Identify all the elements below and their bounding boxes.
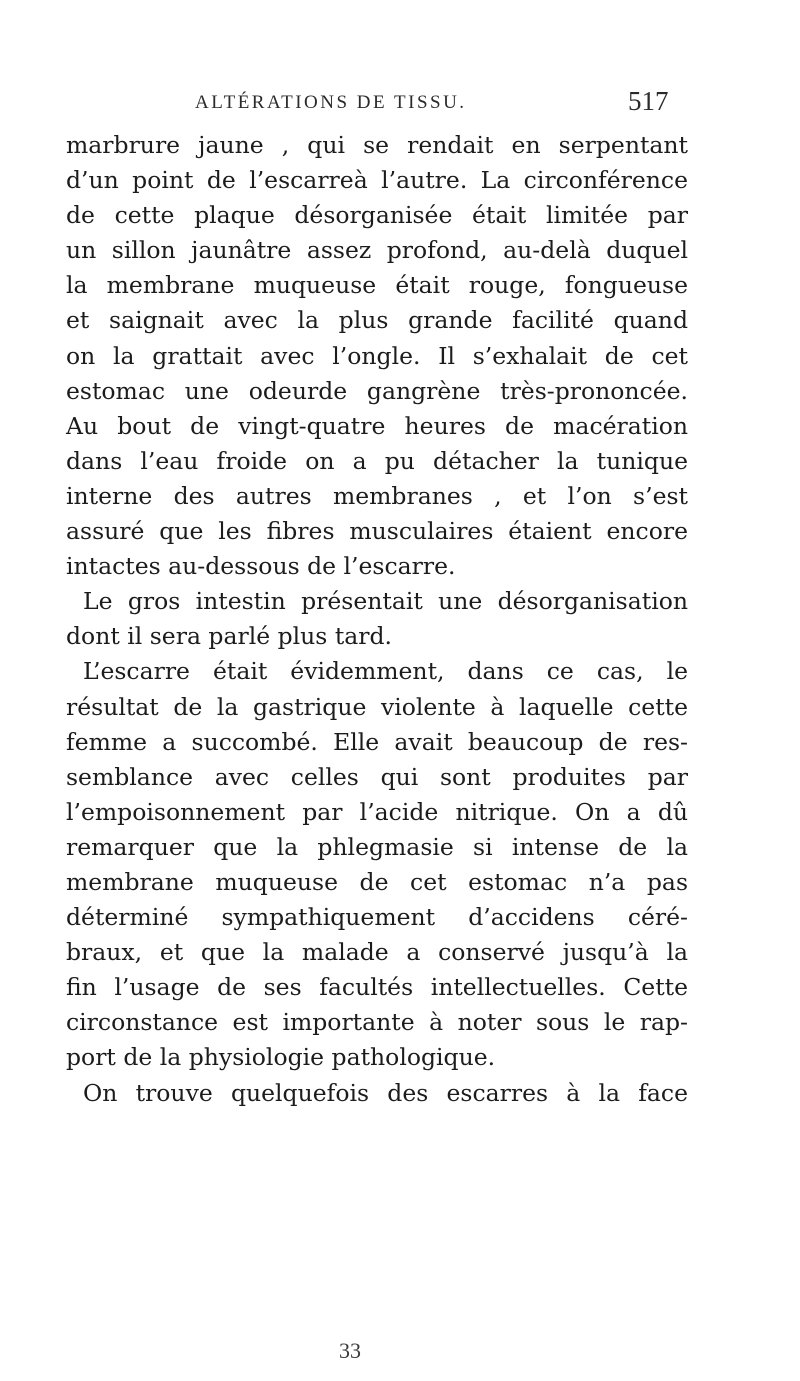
paragraph-start-line: Le gros intestin présentait une désorganisation <box>83 587 688 616</box>
body-text <box>66 128 688 1111</box>
text-line: de cette plaque désorganisée était limitée par <box>66 201 688 230</box>
text-line: intactes au-dessous de l’escarre. <box>66 552 456 581</box>
text-line: déterminé sympathiquement d’accidens céré- <box>66 903 688 932</box>
text-line: marbrure jaune , qui se rendait en serpentant <box>66 131 688 159</box>
text-line: Au bout de vingt-quatre heures de macération <box>66 411 688 440</box>
text-line: fin l’usage de ses facultés intellectuelles. Cette <box>66 973 688 1002</box>
text-line: l’empoisonnement par l’acide nitrique. On a dû <box>66 797 688 826</box>
text-line: assuré que les fibres musculaires étaient encore <box>66 517 688 546</box>
text-line: semblance avec celles qui sont produites par <box>66 762 688 791</box>
text-line: et saignait avec la plus grande facilité quand <box>66 306 688 335</box>
page-number: 517 <box>628 86 669 116</box>
paragraph-start-line: L’escarre était évidemment, dans ce cas, le <box>83 657 688 686</box>
text-line: un sillon jaunâtre assez profond, au-delà duquel <box>66 236 688 265</box>
paragraph-start-line: On trouve quelquefois des escarres à la face <box>83 1078 688 1107</box>
text-line: remarquer que la phlegmasie si intense de la <box>66 832 688 861</box>
text-line: d’un point de l’escarreà l’autre. La circonférence <box>66 166 688 195</box>
text-line: dont il sera parlé plus tard. <box>66 622 393 651</box>
text-line: port de la physiologie pathologique. <box>66 1043 496 1072</box>
running-title: ALTÉRATIONS DE TISSU. <box>195 92 467 113</box>
text-line: résultat de la gastrique violente à laquelle cette <box>66 692 688 721</box>
running-head <box>0 86 800 122</box>
signature-mark: 33 <box>339 1338 361 1363</box>
text-line: circonstance est importante à noter sous le rap- <box>66 1008 688 1037</box>
text-line: membrane muqueuse de cet estomac n’a pas <box>66 867 688 896</box>
text-line: braux, et que la malade a conservé jusqu’à la <box>66 938 688 967</box>
text-line: la membrane muqueuse était rouge, fongueuse <box>66 271 688 300</box>
text-line: estomac une odeurde gangrène très-prononcée. <box>66 376 688 405</box>
text-line: dans l’eau froide on a pu détacher la tunique <box>66 446 688 475</box>
text-line: interne des autres membranes , et l’on s’est <box>66 481 688 510</box>
text-line: on la grattait avec l’ongle. Il s’exhalait de cet <box>66 341 688 370</box>
signature-line <box>0 1338 800 1368</box>
text-line: femme a succombé. Elle avait beaucoup de res- <box>66 727 688 756</box>
